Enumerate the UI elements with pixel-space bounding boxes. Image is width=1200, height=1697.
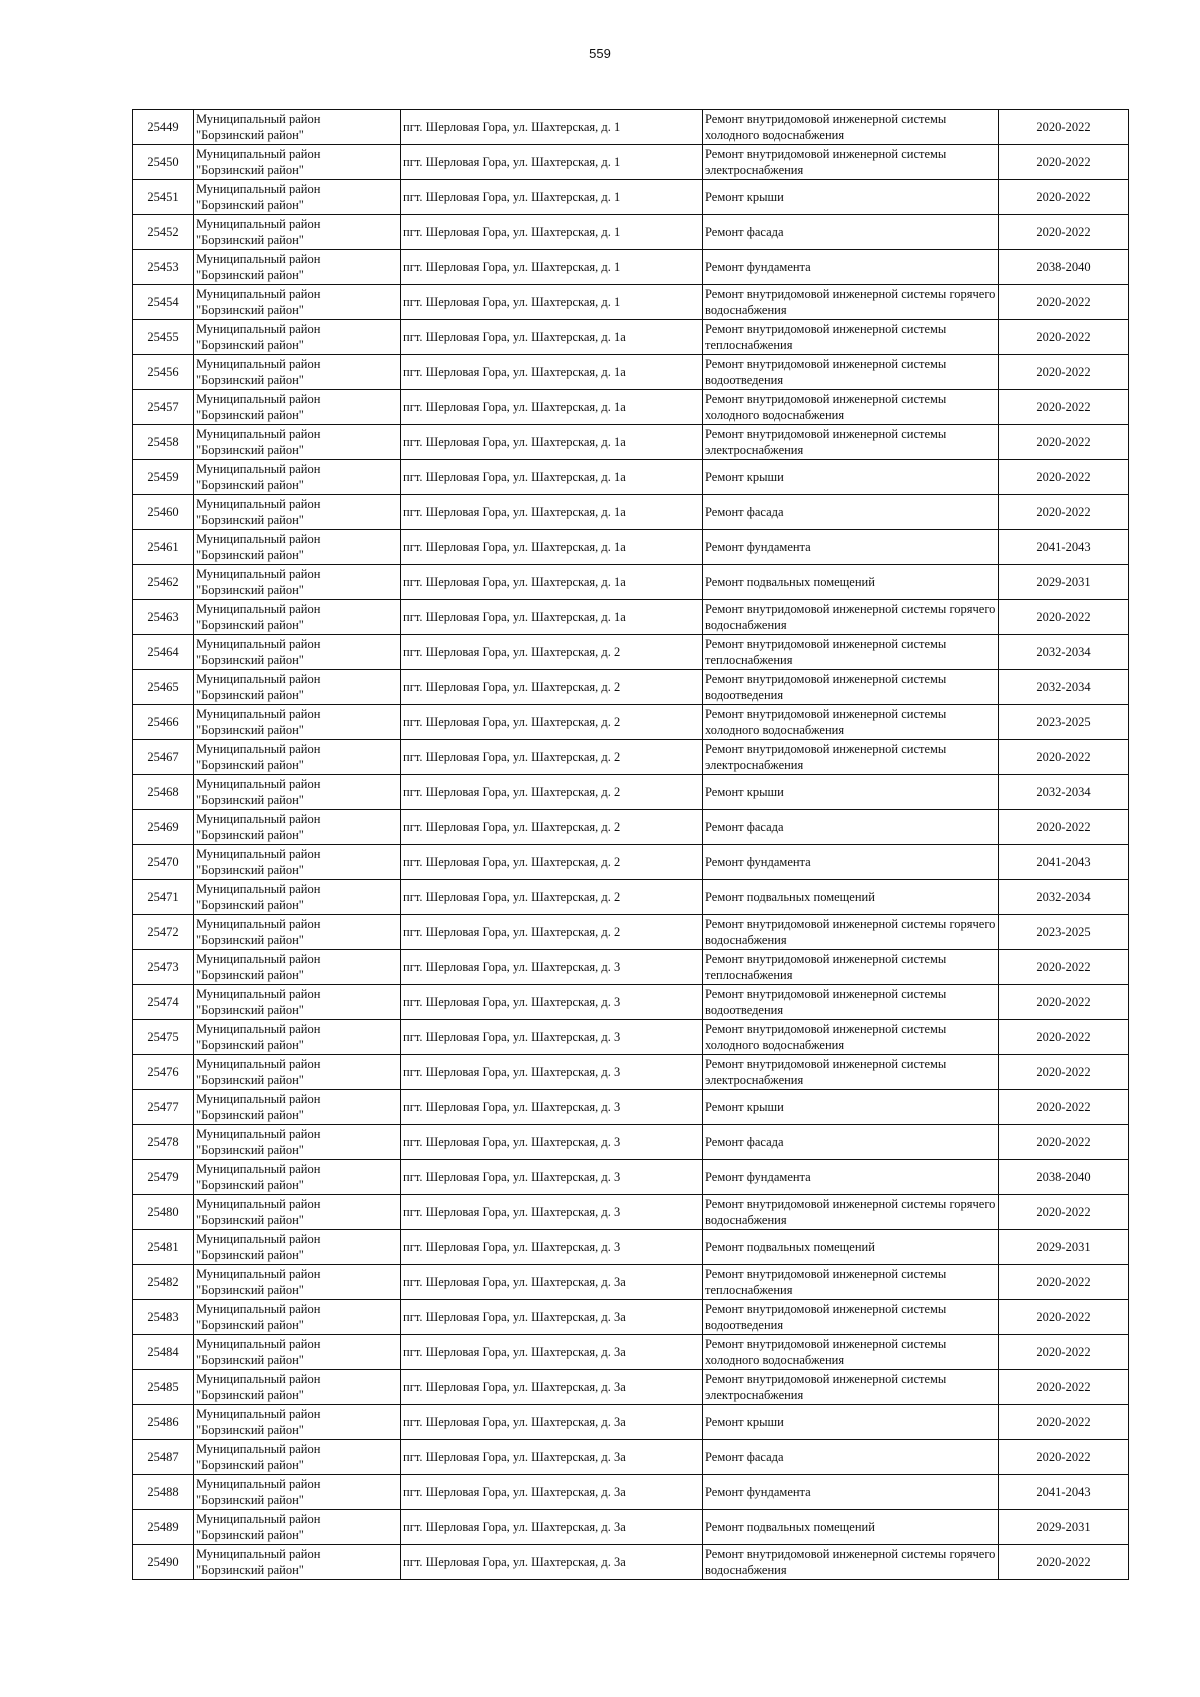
municipality-cell: Муниципальный район "Борзинский район" (194, 1090, 401, 1125)
address-cell: пгт. Шерловая Гора, ул. Шахтерская, д. 3 (401, 985, 703, 1020)
table-row (133, 145, 1129, 180)
row-number-cell: 25482 (133, 1265, 194, 1300)
period-cell: 2020-2022 (999, 1055, 1129, 1090)
table-row (133, 1020, 1129, 1055)
row-number-cell: 25470 (133, 845, 194, 880)
table-row (133, 180, 1129, 215)
address-cell: пгт. Шерловая Гора, ул. Шахтерская, д. 2 (401, 705, 703, 740)
municipality-cell: Муниципальный район "Борзинский район" (194, 1265, 401, 1300)
address-cell: пгт. Шерловая Гора, ул. Шахтерская, д. 3 (401, 1020, 703, 1055)
address-cell: пгт. Шерловая Гора, ул. Шахтерская, д. 3а (401, 1265, 703, 1300)
address-cell: пгт. Шерловая Гора, ул. Шахтерская, д. 2 (401, 635, 703, 670)
row-number-cell: 25467 (133, 740, 194, 775)
row-number-cell: 25486 (133, 1405, 194, 1440)
address-cell: пгт. Шерловая Гора, ул. Шахтерская, д. 3 (401, 1160, 703, 1195)
table-row (133, 600, 1129, 635)
work-type-cell: Ремонт внутридомовой инженерной системы теплоснабжения (703, 950, 999, 985)
municipality-cell: Муниципальный район "Борзинский район" (194, 915, 401, 950)
work-type-cell: Ремонт внутридомовой инженерной системы электроснабжения (703, 1370, 999, 1405)
work-type-cell: Ремонт подвальных помещений (703, 880, 999, 915)
municipality-cell: Муниципальный район "Борзинский район" (194, 950, 401, 985)
table-row (133, 285, 1129, 320)
municipality-cell: Муниципальный район "Борзинский район" (194, 530, 401, 565)
address-cell: пгт. Шерловая Гора, ул. Шахтерская, д. 3а (401, 1405, 703, 1440)
address-cell: пгт. Шерловая Гора, ул. Шахтерская, д. 3 (401, 1055, 703, 1090)
period-cell: 2020-2022 (999, 985, 1129, 1020)
table-row (133, 530, 1129, 565)
row-number-cell: 25453 (133, 250, 194, 285)
period-cell: 2020-2022 (999, 355, 1129, 390)
table-row (133, 1545, 1129, 1580)
municipality-cell: Муниципальный район "Борзинский район" (194, 1440, 401, 1475)
work-type-cell: Ремонт фундамента (703, 530, 999, 565)
period-cell: 2020-2022 (999, 495, 1129, 530)
row-number-cell: 25455 (133, 320, 194, 355)
work-type-cell: Ремонт внутридомовой инженерной системы холодного водоснабжения (703, 110, 999, 145)
row-number-cell: 25485 (133, 1370, 194, 1405)
period-cell: 2020-2022 (999, 1440, 1129, 1475)
municipality-cell: Муниципальный район "Борзинский район" (194, 635, 401, 670)
municipality-cell: Муниципальный район "Борзинский район" (194, 460, 401, 495)
period-cell: 2041-2043 (999, 845, 1129, 880)
address-cell: пгт. Шерловая Гора, ул. Шахтерская, д. 1 (401, 215, 703, 250)
municipality-cell: Муниципальный район "Борзинский район" (194, 985, 401, 1020)
table-row (133, 635, 1129, 670)
work-type-cell: Ремонт фасада (703, 495, 999, 530)
period-cell: 2029-2031 (999, 1510, 1129, 1545)
table-row (133, 1265, 1129, 1300)
municipality-cell: Муниципальный район "Борзинский район" (194, 775, 401, 810)
work-type-cell: Ремонт внутридомовой инженерной системы холодного водоснабжения (703, 390, 999, 425)
table-row (133, 1160, 1129, 1195)
period-cell: 2020-2022 (999, 460, 1129, 495)
work-type-cell: Ремонт фасада (703, 1125, 999, 1160)
work-type-cell: Ремонт внутридомовой инженерной системы водоотведения (703, 1300, 999, 1335)
row-number-cell: 25450 (133, 145, 194, 180)
repair-schedule-table (132, 109, 1129, 1580)
row-number-cell: 25462 (133, 565, 194, 600)
table-row (133, 460, 1129, 495)
municipality-cell: Муниципальный район "Борзинский район" (194, 565, 401, 600)
row-number-cell: 25459 (133, 460, 194, 495)
address-cell: пгт. Шерловая Гора, ул. Шахтерская, д. 1а (401, 320, 703, 355)
municipality-cell: Муниципальный район "Борзинский район" (194, 1055, 401, 1090)
work-type-cell: Ремонт внутридомовой инженерной системы горячего водоснабжения (703, 285, 999, 320)
address-cell: пгт. Шерловая Гора, ул. Шахтерская, д. 1а (401, 495, 703, 530)
period-cell: 2038-2040 (999, 250, 1129, 285)
table-row (133, 215, 1129, 250)
address-cell: пгт. Шерловая Гора, ул. Шахтерская, д. 1 (401, 110, 703, 145)
row-number-cell: 25449 (133, 110, 194, 145)
period-cell: 2020-2022 (999, 1405, 1129, 1440)
period-cell: 2020-2022 (999, 1020, 1129, 1055)
table-row (133, 740, 1129, 775)
table-row (133, 1510, 1129, 1545)
municipality-cell: Муниципальный район "Борзинский район" (194, 1125, 401, 1160)
row-number-cell: 25452 (133, 215, 194, 250)
work-type-cell: Ремонт внутридомовой инженерной системы водоотведения (703, 670, 999, 705)
table-row (133, 250, 1129, 285)
address-cell: пгт. Шерловая Гора, ул. Шахтерская, д. 3 (401, 1090, 703, 1125)
period-cell: 2020-2022 (999, 1265, 1129, 1300)
municipality-cell: Муниципальный район "Борзинский район" (194, 1160, 401, 1195)
work-type-cell: Ремонт крыши (703, 180, 999, 215)
work-type-cell: Ремонт подвальных помещений (703, 1510, 999, 1545)
municipality-cell: Муниципальный район "Борзинский район" (194, 1545, 401, 1580)
table-row (133, 1055, 1129, 1090)
address-cell: пгт. Шерловая Гора, ул. Шахтерская, д. 1а (401, 565, 703, 600)
row-number-cell: 25464 (133, 635, 194, 670)
municipality-cell: Муниципальный район "Борзинский район" (194, 145, 401, 180)
row-number-cell: 25460 (133, 495, 194, 530)
row-number-cell: 25487 (133, 1440, 194, 1475)
row-number-cell: 25454 (133, 285, 194, 320)
municipality-cell: Муниципальный район "Борзинский район" (194, 670, 401, 705)
row-number-cell: 25457 (133, 390, 194, 425)
table-row (133, 950, 1129, 985)
period-cell: 2020-2022 (999, 1125, 1129, 1160)
address-cell: пгт. Шерловая Гора, ул. Шахтерская, д. 3а (401, 1510, 703, 1545)
municipality-cell: Муниципальный район "Борзинский район" (194, 215, 401, 250)
address-cell: пгт. Шерловая Гора, ул. Шахтерская, д. 3а (401, 1335, 703, 1370)
municipality-cell: Муниципальный район "Борзинский район" (194, 425, 401, 460)
row-number-cell: 25461 (133, 530, 194, 565)
row-number-cell: 25475 (133, 1020, 194, 1055)
address-cell: пгт. Шерловая Гора, ул. Шахтерская, д. 2 (401, 880, 703, 915)
row-number-cell: 25472 (133, 915, 194, 950)
period-cell: 2020-2022 (999, 425, 1129, 460)
work-type-cell: Ремонт крыши (703, 460, 999, 495)
row-number-cell: 25483 (133, 1300, 194, 1335)
period-cell: 2029-2031 (999, 1230, 1129, 1265)
table-row (133, 810, 1129, 845)
address-cell: пгт. Шерловая Гора, ул. Шахтерская, д. 2 (401, 915, 703, 950)
address-cell: пгт. Шерловая Гора, ул. Шахтерская, д. 1а (401, 355, 703, 390)
period-cell: 2032-2034 (999, 670, 1129, 705)
work-type-cell: Ремонт крыши (703, 1090, 999, 1125)
work-type-cell: Ремонт внутридомовой инженерной системы холодного водоснабжения (703, 705, 999, 740)
row-number-cell: 25463 (133, 600, 194, 635)
work-type-cell: Ремонт внутридомовой инженерной системы теплоснабжения (703, 320, 999, 355)
period-cell: 2020-2022 (999, 110, 1129, 145)
address-cell: пгт. Шерловая Гора, ул. Шахтерская, д. 3а (401, 1300, 703, 1335)
table-row (133, 390, 1129, 425)
work-type-cell: Ремонт внутридомовой инженерной системы холодного водоснабжения (703, 1020, 999, 1055)
table-row (133, 1370, 1129, 1405)
period-cell: 2020-2022 (999, 285, 1129, 320)
address-cell: пгт. Шерловая Гора, ул. Шахтерская, д. 2 (401, 810, 703, 845)
period-cell: 2020-2022 (999, 320, 1129, 355)
period-cell: 2041-2043 (999, 1475, 1129, 1510)
municipality-cell: Муниципальный район "Борзинский район" (194, 1405, 401, 1440)
address-cell: пгт. Шерловая Гора, ул. Шахтерская, д. 1 (401, 145, 703, 180)
municipality-cell: Муниципальный район "Борзинский район" (194, 880, 401, 915)
period-cell: 2020-2022 (999, 1300, 1129, 1335)
work-type-cell: Ремонт крыши (703, 775, 999, 810)
row-number-cell: 25479 (133, 1160, 194, 1195)
period-cell: 2020-2022 (999, 810, 1129, 845)
municipality-cell: Муниципальный район "Борзинский район" (194, 320, 401, 355)
address-cell: пгт. Шерловая Гора, ул. Шахтерская, д. 3 (401, 1230, 703, 1265)
period-cell: 2020-2022 (999, 1370, 1129, 1405)
table-row (133, 1335, 1129, 1370)
municipality-cell: Муниципальный район "Борзинский район" (194, 1020, 401, 1055)
work-type-cell: Ремонт внутридомовой инженерной системы холодного водоснабжения (703, 1335, 999, 1370)
address-cell: пгт. Шерловая Гора, ул. Шахтерская, д. 1а (401, 390, 703, 425)
work-type-cell: Ремонт внутридомовой инженерной системы горячего водоснабжения (703, 915, 999, 950)
municipality-cell: Муниципальный район "Борзинский район" (194, 250, 401, 285)
address-cell: пгт. Шерловая Гора, ул. Шахтерская, д. 3а (401, 1475, 703, 1510)
period-cell: 2020-2022 (999, 600, 1129, 635)
table-row (133, 1440, 1129, 1475)
table-row (133, 1300, 1129, 1335)
address-cell: пгт. Шерловая Гора, ул. Шахтерская, д. 3а (401, 1440, 703, 1475)
municipality-cell: Муниципальный район "Борзинский район" (194, 390, 401, 425)
work-type-cell: Ремонт внутридомовой инженерной системы теплоснабжения (703, 635, 999, 670)
municipality-cell: Муниципальный район "Борзинский район" (194, 845, 401, 880)
row-number-cell: 25473 (133, 950, 194, 985)
row-number-cell: 25480 (133, 1195, 194, 1230)
table-row (133, 425, 1129, 460)
table-row (133, 1230, 1129, 1265)
work-type-cell: Ремонт крыши (703, 1405, 999, 1440)
address-cell: пгт. Шерловая Гора, ул. Шахтерская, д. 2 (401, 845, 703, 880)
table-row (133, 1195, 1129, 1230)
work-type-cell: Ремонт внутридомовой инженерной системы теплоснабжения (703, 1265, 999, 1300)
row-number-cell: 25465 (133, 670, 194, 705)
row-number-cell: 25481 (133, 1230, 194, 1265)
period-cell: 2023-2025 (999, 705, 1129, 740)
table-row (133, 565, 1129, 600)
work-type-cell: Ремонт внутридомовой инженерной системы электроснабжения (703, 145, 999, 180)
period-cell: 2020-2022 (999, 180, 1129, 215)
period-cell: 2032-2034 (999, 880, 1129, 915)
table-row (133, 915, 1129, 950)
work-type-cell: Ремонт внутридомовой инженерной системы горячего водоснабжения (703, 1545, 999, 1580)
row-number-cell: 25488 (133, 1475, 194, 1510)
period-cell: 2032-2034 (999, 775, 1129, 810)
table-row (133, 320, 1129, 355)
period-cell: 2041-2043 (999, 530, 1129, 565)
table-row (133, 775, 1129, 810)
table-row (133, 985, 1129, 1020)
work-type-cell: Ремонт подвальных помещений (703, 1230, 999, 1265)
row-number-cell: 25451 (133, 180, 194, 215)
address-cell: пгт. Шерловая Гора, ул. Шахтерская, д. 1а (401, 460, 703, 495)
row-number-cell: 25468 (133, 775, 194, 810)
work-type-cell: Ремонт внутридомовой инженерной системы электроснабжения (703, 1055, 999, 1090)
address-cell: пгт. Шерловая Гора, ул. Шахтерская, д. 3 (401, 1125, 703, 1160)
table-row (133, 495, 1129, 530)
period-cell: 2032-2034 (999, 635, 1129, 670)
work-type-cell: Ремонт фасада (703, 810, 999, 845)
table-body (133, 110, 1129, 1580)
table-row (133, 670, 1129, 705)
table-row (133, 845, 1129, 880)
work-type-cell: Ремонт фундамента (703, 845, 999, 880)
address-cell: пгт. Шерловая Гора, ул. Шахтерская, д. 3а (401, 1545, 703, 1580)
row-number-cell: 25477 (133, 1090, 194, 1125)
address-cell: пгт. Шерловая Гора, ул. Шахтерская, д. 1а (401, 600, 703, 635)
municipality-cell: Муниципальный район "Борзинский район" (194, 1370, 401, 1405)
address-cell: пгт. Шерловая Гора, ул. Шахтерская, д. 1а (401, 425, 703, 460)
period-cell: 2029-2031 (999, 565, 1129, 600)
period-cell: 2020-2022 (999, 740, 1129, 775)
municipality-cell: Муниципальный район "Борзинский район" (194, 600, 401, 635)
work-type-cell: Ремонт фасада (703, 1440, 999, 1475)
address-cell: пгт. Шерловая Гора, ул. Шахтерская, д. 1 (401, 250, 703, 285)
row-number-cell: 25478 (133, 1125, 194, 1160)
work-type-cell: Ремонт внутридомовой инженерной системы электроснабжения (703, 740, 999, 775)
period-cell: 2020-2022 (999, 215, 1129, 250)
address-cell: пгт. Шерловая Гора, ул. Шахтерская, д. 2 (401, 670, 703, 705)
work-type-cell: Ремонт внутридомовой инженерной системы горячего водоснабжения (703, 600, 999, 635)
period-cell: 2023-2025 (999, 915, 1129, 950)
work-type-cell: Ремонт внутридомовой инженерной системы горячего водоснабжения (703, 1195, 999, 1230)
row-number-cell: 25456 (133, 355, 194, 390)
table-row (133, 355, 1129, 390)
municipality-cell: Муниципальный район "Борзинский район" (194, 285, 401, 320)
municipality-cell: Муниципальный район "Борзинский район" (194, 1475, 401, 1510)
work-type-cell: Ремонт фундамента (703, 250, 999, 285)
period-cell: 2038-2040 (999, 1160, 1129, 1195)
address-cell: пгт. Шерловая Гора, ул. Шахтерская, д. 2 (401, 740, 703, 775)
table-row (133, 880, 1129, 915)
address-cell: пгт. Шерловая Гора, ул. Шахтерская, д. 2 (401, 775, 703, 810)
row-number-cell: 25458 (133, 425, 194, 460)
work-type-cell: Ремонт подвальных помещений (703, 565, 999, 600)
table-row (133, 1405, 1129, 1440)
work-type-cell: Ремонт внутридомовой инженерной системы водоотведения (703, 355, 999, 390)
period-cell: 2020-2022 (999, 1545, 1129, 1580)
row-number-cell: 25489 (133, 1510, 194, 1545)
address-cell: пгт. Шерловая Гора, ул. Шахтерская, д. 3а (401, 1370, 703, 1405)
address-cell: пгт. Шерловая Гора, ул. Шахтерская, д. 1 (401, 180, 703, 215)
address-cell: пгт. Шерловая Гора, ул. Шахтерская, д. 3 (401, 1195, 703, 1230)
period-cell: 2020-2022 (999, 1335, 1129, 1370)
municipality-cell: Муниципальный район "Борзинский район" (194, 740, 401, 775)
municipality-cell: Муниципальный район "Борзинский район" (194, 1195, 401, 1230)
municipality-cell: Муниципальный район "Борзинский район" (194, 355, 401, 390)
municipality-cell: Муниципальный район "Борзинский район" (194, 180, 401, 215)
work-type-cell: Ремонт фасада (703, 215, 999, 250)
municipality-cell: Муниципальный район "Борзинский район" (194, 1300, 401, 1335)
table-row (133, 1125, 1129, 1160)
municipality-cell: Муниципальный район "Борзинский район" (194, 495, 401, 530)
table-row (133, 110, 1129, 145)
address-cell: пгт. Шерловая Гора, ул. Шахтерская, д. 3 (401, 950, 703, 985)
municipality-cell: Муниципальный район "Борзинский район" (194, 110, 401, 145)
municipality-cell: Муниципальный район "Борзинский район" (194, 1335, 401, 1370)
row-number-cell: 25476 (133, 1055, 194, 1090)
address-cell: пгт. Шерловая Гора, ул. Шахтерская, д. 1 (401, 285, 703, 320)
period-cell: 2020-2022 (999, 1195, 1129, 1230)
work-type-cell: Ремонт фундамента (703, 1475, 999, 1510)
municipality-cell: Муниципальный район "Борзинский район" (194, 705, 401, 740)
table-row (133, 705, 1129, 740)
row-number-cell: 25471 (133, 880, 194, 915)
municipality-cell: Муниципальный район "Борзинский район" (194, 1230, 401, 1265)
row-number-cell: 25484 (133, 1335, 194, 1370)
work-type-cell: Ремонт внутридомовой инженерной системы электроснабжения (703, 425, 999, 460)
work-type-cell: Ремонт фундамента (703, 1160, 999, 1195)
period-cell: 2020-2022 (999, 390, 1129, 425)
table-row (133, 1475, 1129, 1510)
row-number-cell: 25474 (133, 985, 194, 1020)
municipality-cell: Муниципальный район "Борзинский район" (194, 1510, 401, 1545)
period-cell: 2020-2022 (999, 1090, 1129, 1125)
period-cell: 2020-2022 (999, 950, 1129, 985)
row-number-cell: 25469 (133, 810, 194, 845)
address-cell: пгт. Шерловая Гора, ул. Шахтерская, д. 1а (401, 530, 703, 565)
row-number-cell: 25490 (133, 1545, 194, 1580)
page-number: 559 (589, 46, 611, 61)
row-number-cell: 25466 (133, 705, 194, 740)
work-type-cell: Ремонт внутридомовой инженерной системы водоотведения (703, 985, 999, 1020)
period-cell: 2020-2022 (999, 145, 1129, 180)
table-row (133, 1090, 1129, 1125)
municipality-cell: Муниципальный район "Борзинский район" (194, 810, 401, 845)
